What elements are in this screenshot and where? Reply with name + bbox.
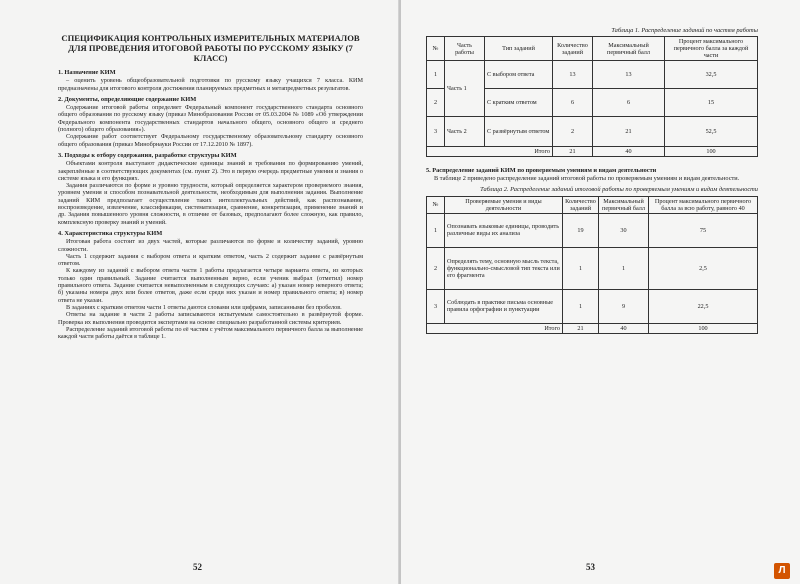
- table1-caption: Таблица 1. Распределение заданий по частям работы: [611, 27, 758, 34]
- section-1: [58, 69, 363, 92]
- paragraph: В заданиях с кратким ответом части 1 ответы даются словами или цифрами, записанными без пробелов.: [66, 303, 342, 311]
- section-3: [58, 152, 363, 226]
- right-page: [401, 0, 800, 584]
- percent-cell: 75: [649, 213, 758, 247]
- paragraph: Распределение заданий итоговой работы по её частям с учётом максимального первичного балла за выполнение каждой части работы даётся в таблице 1.: [58, 325, 363, 341]
- percent-cell: 52,5: [665, 117, 758, 147]
- row-number: 2: [427, 247, 445, 289]
- table-row: [427, 289, 758, 323]
- page-number-left: 52: [193, 562, 202, 572]
- section-4: [58, 230, 363, 340]
- table-header-cell: Максимальный первичный балл: [599, 196, 649, 213]
- percent-cell: 22,5: [649, 289, 758, 323]
- total-count: 21: [553, 147, 593, 157]
- paragraph: В таблице 2 приведено распределение заданий итоговой работы по проверяемым умениям и видам деятельности.: [434, 174, 740, 182]
- section-2: [58, 96, 363, 148]
- table-header-cell: Проверяемые умения и виды деятельности: [445, 196, 563, 213]
- section-heading: 5. Распределение заданий КИМ по проверяемым умениям и видам деятельности: [426, 167, 657, 175]
- paragraph: К каждому из заданий с выбором ответа части 1 работы предлагается четыре варианта ответа, из которых только один правильный. Задание считается выполненным верно, если ученик выбрал (отметил) номер правильного ответа. Задание считается невыполненным в следующих случаях: а) указан номер неверного ответа; б) указаны номера двух или более ответов, даже если среди них указан и номер правильного ответа; в) номер ответа не указан.: [58, 267, 363, 304]
- table-header-cell: Процент максимального первичного балла за всю работу, равного 40: [649, 196, 758, 213]
- max-score-cell: 21: [593, 117, 665, 147]
- table-header-cell: Процент максимального первичного балла за каждой части: [665, 37, 758, 61]
- paragraph: Ответы на задание в части 2 работы записываются испытуемым самостоятельно в развёрнутой форме. Проверка их выполнения проводится экспертами на основе специально разработанной системы критериев.: [58, 311, 363, 326]
- section-5: [426, 167, 758, 182]
- paragraph: Содержание работ соответствует Федеральному государственному образовательному стандарту основного общего образования (приказ Минобрнауки России от 17.12.2010 № 1897).: [58, 133, 363, 148]
- table-header-cell: Количество заданий: [553, 37, 593, 61]
- count-cell: 19: [563, 213, 599, 247]
- row-number: 3: [427, 117, 445, 147]
- max-score-cell: 6: [593, 89, 665, 117]
- table-header-cell: №: [427, 196, 445, 213]
- watermark-logo: Л: [774, 563, 790, 579]
- table-row: [427, 61, 758, 89]
- total-label: Итого: [427, 147, 553, 157]
- left-page-content: [58, 33, 363, 340]
- table2: [426, 196, 758, 334]
- count-cell: 2: [553, 117, 593, 147]
- left-page: [0, 0, 399, 584]
- max-score-cell: 30: [599, 213, 649, 247]
- paragraph: Задания различаются по форме и уровню трудности, который определяется характером проверяемого знания, уровнем умения и способом познавательной деятельности, необходимым для выполнения задания. Выполнение заданий КИМ предполагает осуществление таких интеллектуальных действий, как распознавание, воспроизведение, извлечение, классификация, систематизация, сравнение, конкретизация, применение знаний и др. Задания повышенного уровня сложности, в отличие от базовых, предполагают более сложную, как правило, комплексную проверку знаний и умений.: [58, 182, 363, 226]
- total-label: Итого: [427, 323, 563, 333]
- table1-header-row: [427, 37, 758, 61]
- count-cell: 1: [563, 247, 599, 289]
- table-row: [427, 117, 758, 147]
- count-cell: 6: [553, 89, 593, 117]
- skill-cell: Опознавать языковые единицы, проводить различные виды их анализа: [445, 213, 563, 247]
- row-number: 2: [427, 89, 445, 117]
- paragraph: Содержание итоговой работы определяет Федеральный компонент государственного стандарта основного общего образования по русскому языку (приказ Минобразования России от 05.03.2004 № 1089 «Об утверждении Федерального компонента государственных стандартов начального общего, основного общего и среднего (полного) общего образования»).: [58, 104, 363, 134]
- section-heading: 3. Подходы к отбору содержания, разработке структуры КИМ: [58, 151, 237, 159]
- table-row: [427, 213, 758, 247]
- row-number: 1: [427, 61, 445, 89]
- part-cell: Часть 1: [445, 61, 485, 117]
- max-score-cell: 9: [599, 289, 649, 323]
- total-count: 21: [563, 323, 599, 333]
- right-page-content: [426, 27, 758, 334]
- table2-total-row: [427, 323, 758, 333]
- total-max: 40: [599, 323, 649, 333]
- type-cell: С выбором ответа: [485, 61, 553, 89]
- part-cell: Часть 2: [445, 117, 485, 147]
- table-header-cell: Часть работы: [445, 37, 485, 61]
- section-heading: 1. Назначение КИМ: [58, 69, 116, 76]
- total-max: 40: [593, 147, 665, 157]
- count-cell: 1: [563, 289, 599, 323]
- max-score-cell: 1: [599, 247, 649, 289]
- percent-cell: 15: [665, 89, 758, 117]
- max-score-cell: 13: [593, 61, 665, 89]
- paragraph: Итоговая работа состоит из двух частей, которые различаются по форме и количеству заданий, уровню сложности.: [58, 238, 363, 253]
- table1-total-row: [427, 147, 758, 157]
- skill-cell: Определять тему, основную мысль текста, функционально-смысловой тип текста или его фрагмента: [445, 247, 563, 289]
- table-header-cell: Максимальный первичный балл: [593, 37, 665, 61]
- table-row: [427, 247, 758, 289]
- paragraph: Объектами контроля выступают дидактические единицы знаний и требования по формированию умений, закреплённые в соответствующих документах (см. пункт 2). Это в первую очередь предметные умения и знания о системе языка и его функциях.: [58, 160, 363, 182]
- table2-caption: Таблица 2. Распределение заданий итоговой работы по проверяемым умениям и видам деятельности: [480, 186, 758, 194]
- table-header-cell: Количество заданий: [563, 196, 599, 213]
- section-heading: 4. Характеристика структуры КИМ: [58, 229, 163, 237]
- type-cell: С развёрнутым ответом: [485, 117, 553, 147]
- total-percent: 100: [649, 323, 758, 333]
- type-cell: С кратким ответом: [485, 89, 553, 117]
- table2-header-row: [427, 196, 758, 213]
- percent-cell: 32,5: [665, 61, 758, 89]
- table-header-cell: №: [427, 37, 445, 61]
- document-title: СПЕЦИФИКАЦИЯ КОНТРОЛЬНЫХ ИЗМЕРИТЕЛЬНЫХ МАТЕРИАЛОВ ДЛЯ ПРОВЕДЕНИЯ ИТОГОВОЙ РАБОТЫ ПО РУССКОМУ ЯЗЫКУ (7 КЛАСС): [61, 33, 360, 63]
- total-percent: 100: [665, 147, 758, 157]
- paragraph: Часть 1 содержит задания с выбором ответа и кратким ответом, часть 2 содержит задание с развёрнутым ответом.: [58, 252, 363, 268]
- table-header-cell: Тип заданий: [485, 37, 553, 61]
- row-number: 1: [427, 213, 445, 247]
- paragraph: – оценить уровень общеобразовательной подготовки по русскому языку учащихся 7 класса. КИМ предназначены для итогового контроля достижения планируемых предметных и метапредметных результатов.: [58, 77, 363, 92]
- row-number: 3: [427, 289, 445, 323]
- table1: [426, 36, 758, 157]
- skill-cell: Соблюдать в практике письма основные правила орфографии и пунктуации: [445, 289, 563, 323]
- percent-cell: 2,5: [649, 247, 758, 289]
- count-cell: 13: [553, 61, 593, 89]
- section-heading: 2. Документы, определяющие содержание КИМ: [58, 95, 197, 103]
- page-number-right: 53: [586, 562, 595, 572]
